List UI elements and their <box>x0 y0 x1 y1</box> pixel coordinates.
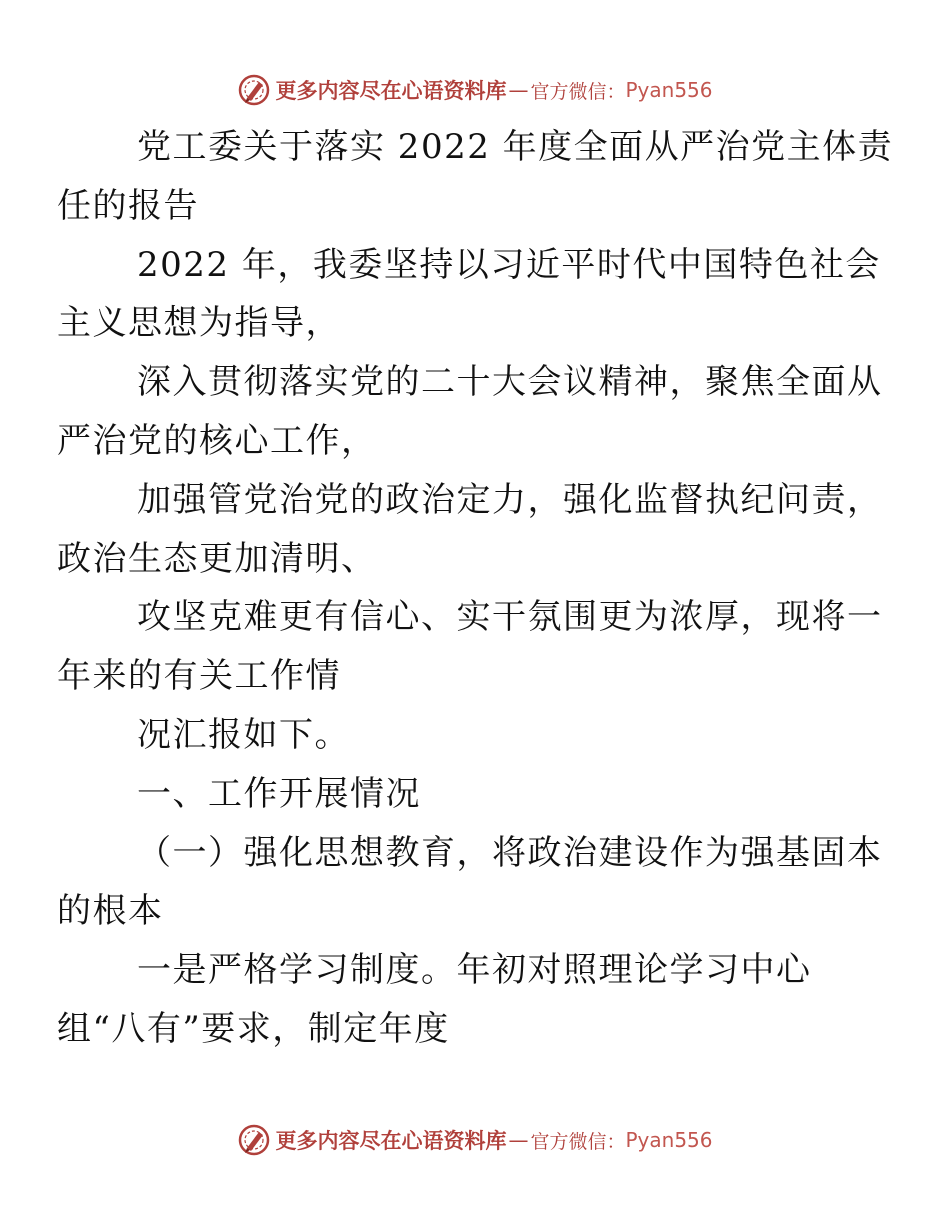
text-line: 加强管党治党的政治定力，强化监督执纪问责， <box>137 479 883 520</box>
text-line: 党工委关于落实 2022 年度全面从严治党主体责 <box>137 127 894 167</box>
text-line: 年来的有关工作情 <box>57 656 341 697</box>
watermark-wechat-id: Pyan556 <box>625 78 713 102</box>
section-heading <box>97 765 857 824</box>
watermark-dash: — <box>508 78 529 102</box>
document-body <box>57 118 894 1059</box>
paragraph <box>57 588 883 706</box>
pen-nib-logo-icon <box>237 73 271 107</box>
text-line: 的根本 <box>57 891 164 932</box>
text-line: 一是严格学习制度。年初对照理论学习中心 <box>137 950 812 991</box>
paragraph <box>97 706 857 765</box>
watermark-footer <box>0 1120 950 1160</box>
paragraph <box>57 353 883 471</box>
text-line: 2022 年，我委坚持以习近平时代中国特色社会 <box>137 244 881 285</box>
watermark-header <box>0 70 950 110</box>
watermark-dash: — <box>508 1128 529 1152</box>
pen-nib-logo-icon <box>237 1123 271 1157</box>
watermark-brand: 更多内容尽在心语资料库 <box>275 78 507 103</box>
watermark-wechat-label: 官方微信： <box>530 80 626 103</box>
subsection-heading <box>57 824 883 942</box>
paragraph <box>57 236 881 354</box>
paragraph <box>57 471 883 589</box>
text-line: 政治生态更加清明、 <box>57 538 377 579</box>
watermark-wechat-id: Pyan556 <box>625 1128 713 1152</box>
text-line: 严治党的核心工作， <box>57 420 377 461</box>
watermark-brand: 更多内容尽在心语资料库 <box>275 1128 507 1153</box>
paragraph <box>57 941 857 1059</box>
text-line: 组“八有”要求，制定年度 <box>57 1008 450 1049</box>
text-line: 主义思想为指导， <box>57 303 341 344</box>
text-line: 一、工作开展情况 <box>137 773 421 814</box>
paragraph-title <box>57 118 894 236</box>
text-line: 任的报告 <box>57 185 199 226</box>
text-line: 况汇报如下。 <box>137 714 350 755</box>
text-line: 深入贯彻落实党的二十大会议精神，聚焦全面从 <box>137 362 883 403</box>
watermark-wechat-label: 官方微信： <box>530 1130 626 1153</box>
text-line: 攻坚克难更有信心、实干氛围更为浓厚，现将一 <box>137 597 883 638</box>
text-line: （一）强化思想教育，将政治建设作为强基固本 <box>137 832 883 873</box>
